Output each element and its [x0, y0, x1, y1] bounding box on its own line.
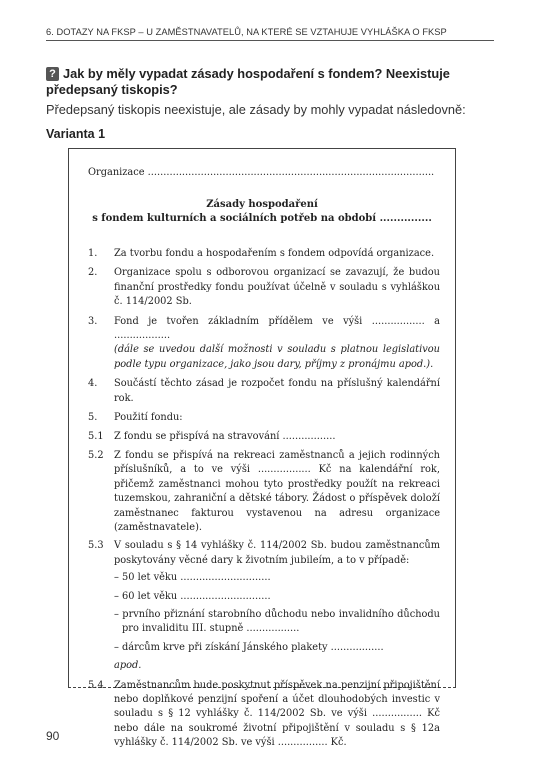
- question-mark-icon: ?: [46, 67, 59, 81]
- running-header: 6. DOTAZY NA FKSP – U ZAMĚSTNAVATELŮ, NA KTERÉ SE VZTAHUJE VYHLÁŠKA O FKSP: [46, 27, 494, 41]
- list-item: 5.3 V souladu s § 14 vyhlášky č. 114/2002 Sb. budou zaměstnancům poskytovány věcné dary k životním jubileím, a to v případě: – 50 let věku ............................. – 60 let věku ............................. – prvního přiznání starobního důchodu nebo invalidního důchodu pro invaliditu III. stupně ................. – dárcům krve při získání Jánského plakety ................. apod.: [88, 539, 440, 673]
- list-item: 5.2 Z fondu se přispívá na rekreaci zaměstnanců a jejich rodinných příslušníků, a to ve výši ................. Kč na kalendářní rok, přičemž zaměstnanci mohou tyto prostředky použít na rekreaci tuzemskou, zahraniční a dětské tábory. Žádost o příspěvek doloží zaměstnanec fakturou vystavenou na adresu organizace (zaměstnavatele).: [88, 449, 440, 533]
- variant-heading: Varianta 1: [46, 127, 106, 141]
- gift-item: – 50 let věku .............................: [114, 572, 271, 584]
- form-title: Zásady hospodaření: [206, 199, 318, 210]
- gift-item: – dárcům krve při získání Jánského plakety .................: [114, 641, 384, 653]
- form-subtitle: s fondem kulturních a sociálních potřeb na období ...............: [92, 213, 432, 224]
- list-item: 5. Použití fondu:: [88, 412, 183, 424]
- page-number: 90: [46, 729, 60, 743]
- gift-list: [114, 571, 440, 673]
- question-text: Jak by měly vypadat zásady hospodaření s fondem? Neexistuje předepsaný tiskopis?: [46, 66, 450, 97]
- organization-line: Organizace ............................................................................................: [88, 167, 435, 178]
- list-item: 5.1 Z fondu se přispívá na stravování .................: [88, 431, 336, 443]
- gift-item: apod.: [114, 660, 142, 672]
- gift-item: – prvního přiznání starobního důchodu nebo invalidního důchodu pro invaliditu III. stupně .................: [114, 608, 440, 635]
- list-item: 2. Organizace spolu s odborovou organizací se zavazují, že budou finanční prostředky fondu používat účelně v souladu s vyhláškou č. 114/2002 Sb.: [88, 267, 440, 308]
- list-item: 1. Za tvorbu fondu a hospodařením s fondem odpovídá organizace.: [88, 248, 435, 259]
- list-item: 5.4 Zaměstnancům bude poskytnut příspěvek na penzijní připojištění nebo doplňkové penzijní spoření a účet dlouhodobých investic v souladu s § 12 vyhlášky č. 114/2002 Sb. ve výši ................ Kč nebo dále na soukromé životní připojištění v souladu s § 12a vyhlášky č. 114/2002 Sb. ve výši ................ Kč.: [88, 679, 440, 749]
- form-items: [88, 247, 440, 755]
- gift-item: – 60 let věku .............................: [114, 590, 271, 602]
- answer-text: Předepsaný tiskopis neexistuje, ale zásady by mohly vypadat následovně:: [46, 102, 466, 117]
- list-item: 3. Fond je tvořen základním přídělem ve výši ................. a .................. (dále se uvedou další možnosti v souladu s platnou legislativou podle typu organizace, jako jsou dary, příjmy z pronájmu apod.).: [88, 315, 440, 370]
- list-item: 4. Součástí těchto zásad je rozpočet fondu na příslušný kalendářní rok.: [88, 378, 440, 404]
- question: [46, 66, 496, 98]
